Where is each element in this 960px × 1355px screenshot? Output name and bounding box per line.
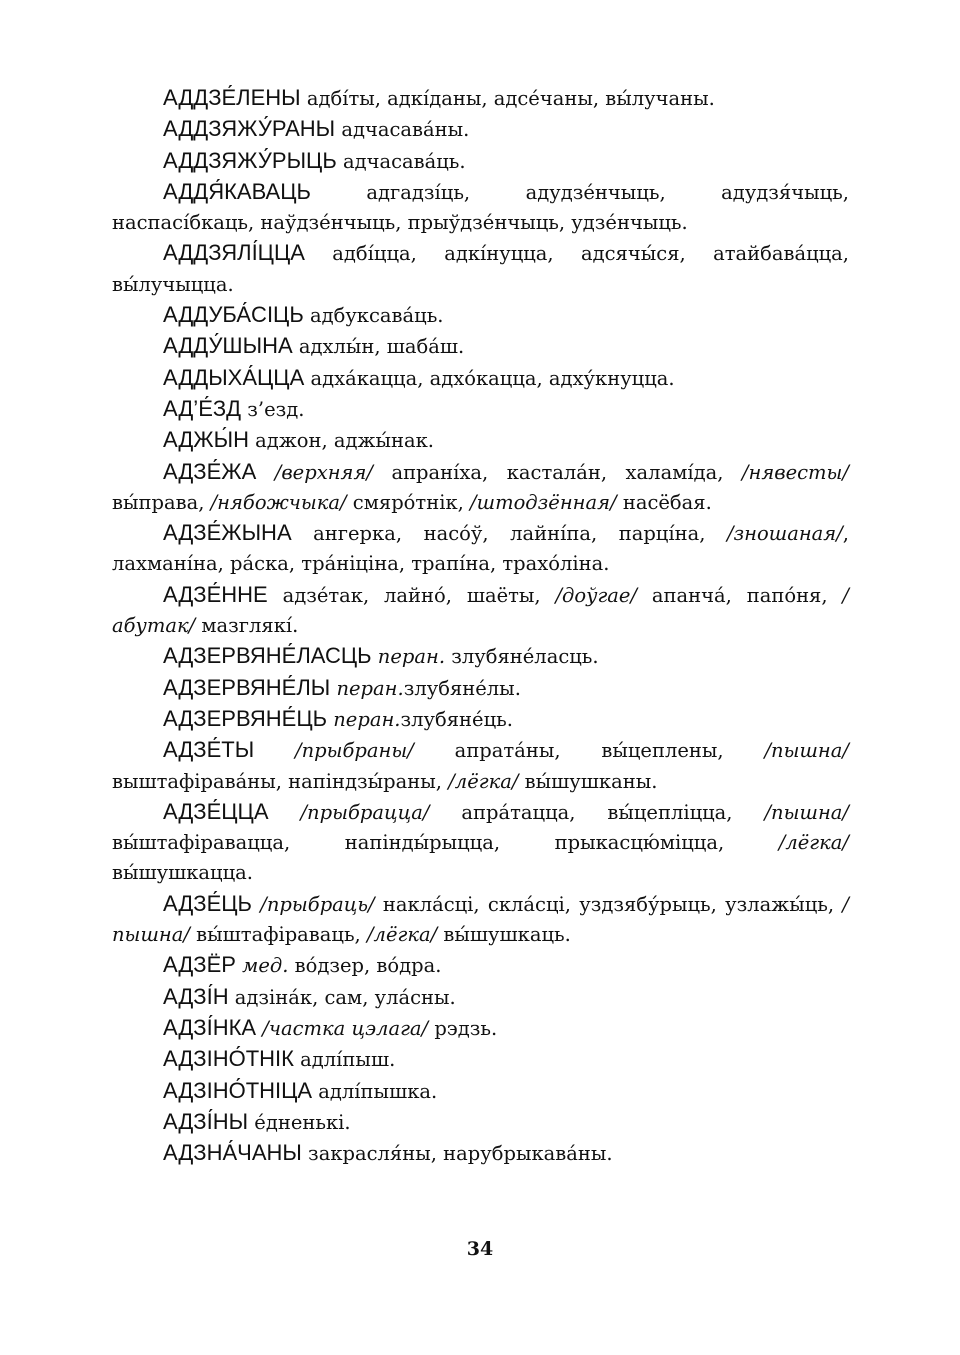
- dictionary-entry: [112, 146, 849, 177]
- usage-label: /доўгае/: [555, 583, 638, 607]
- dictionary-entry: [112, 950, 849, 981]
- synonyms: вы́штафіравацца, напінды́рыцца, прыкасцю́міцца,: [112, 831, 779, 855]
- synonyms: выштафірава́ны, напіндзы́раны,: [112, 769, 449, 793]
- dictionary-entry: [112, 114, 849, 145]
- headword: АДЗЕРВЯНЕ́ЦЬ: [163, 705, 328, 731]
- dictionary-entry: [112, 518, 849, 580]
- headword: АДЗЕ́ТЫ: [163, 737, 255, 763]
- headword: АДЗІ́Н: [163, 983, 229, 1009]
- synonyms: аджон, аджы́нак.: [248, 429, 434, 453]
- synonyms: е́дненькі.: [248, 1110, 351, 1134]
- headword: АДДУБА́СІЦЬ: [163, 302, 304, 328]
- headword: АД’Е́ЗД: [163, 395, 242, 421]
- dictionary-page: [112, 83, 849, 1169]
- synonyms: вы́права,: [112, 490, 211, 514]
- synonyms: адхлы́н, шаба́ш.: [292, 335, 465, 359]
- dictionary-entry: [112, 83, 849, 114]
- dictionary-entry: [112, 735, 849, 797]
- dictionary-entry: [112, 363, 849, 394]
- synonyms: смяро́тнік,: [346, 490, 471, 514]
- dictionary-entry: [112, 394, 849, 425]
- usage-label: перан.: [333, 707, 401, 731]
- dictionary-entry: [112, 673, 849, 704]
- synonyms: ангерка, насо́ў, лайні́па, парці́на,: [291, 522, 727, 546]
- dictionary-entry: [112, 1076, 849, 1107]
- synonyms: , лахмані́на, ра́ска, тра́ніціна, трапі́на, трахо́ліна.: [112, 522, 849, 576]
- synonyms: [256, 461, 275, 484]
- synonyms: апанча́, папо́ня,: [637, 583, 843, 607]
- headword: АДЖЫ́Н: [163, 427, 249, 453]
- headword: АДЗЕ́ЖЫНА: [163, 520, 292, 546]
- synonyms: адлі́пыш.: [293, 1048, 396, 1072]
- headword: АДЗІ́НКА: [163, 1014, 257, 1040]
- headword: АДЗЕРВЯНЕ́ЛАСЦЬ: [163, 643, 372, 669]
- dictionary-entry: [112, 457, 849, 519]
- synonyms: апрата́ны, вы́цеплены,: [413, 739, 765, 763]
- dictionary-entry: [112, 1138, 849, 1169]
- synonyms: насёбая.: [616, 490, 712, 514]
- synonyms: злубяне́ць.: [400, 707, 513, 731]
- usage-label: /лёгка/: [448, 769, 519, 793]
- synonyms: [269, 801, 301, 824]
- dictionary-entry: [112, 238, 849, 300]
- synonyms: адбуксава́ць.: [303, 304, 444, 328]
- headword: АДЗЕ́ЦЦА: [163, 798, 269, 824]
- dictionary-entry: [112, 641, 849, 672]
- usage-label: перан.: [336, 676, 404, 700]
- synonyms: адзе́так, лайно́, шаёты,: [267, 583, 556, 607]
- page-number: 34: [466, 1238, 494, 1260]
- synonyms: адбі́цца, адкі́нуцца, адсячы́ся, атайбава́цца, вы́лучыцца.: [112, 242, 849, 296]
- dictionary-entry: [112, 177, 849, 239]
- usage-label: /прыбраць/: [260, 892, 375, 916]
- headword: АДЗІНО́ТНІК: [163, 1046, 294, 1072]
- usage-label: /нябожчыка/: [210, 490, 347, 514]
- synonyms: вы́шушканы.: [518, 769, 658, 793]
- usage-label: /абутак/: [112, 583, 849, 638]
- synonyms: [254, 739, 295, 762]
- synonyms: адбі́ты, адкі́даны, адсе́чаны, вы́лучаны.: [300, 87, 715, 110]
- headword: АДДЗЕ́ЛЕНЫ: [163, 85, 301, 110]
- usage-label: /прыбрацца/: [300, 800, 430, 824]
- synonyms: апра́тацца, вы́цепліцца,: [429, 800, 765, 824]
- usage-label: /пышна/: [112, 892, 849, 947]
- synonyms: закрасля́ны, нарубрыкава́ны.: [301, 1142, 613, 1166]
- dictionary-entry: [112, 704, 849, 735]
- usage-label: /нявесты/: [741, 460, 850, 484]
- usage-label: /лёгка/: [366, 923, 438, 947]
- synonyms: адха́кацца, адхо́кацца, адху́кнуцца.: [304, 366, 675, 390]
- synonyms: вы́шушкаць.: [437, 923, 571, 947]
- headword: АДДЗЯЖУ́РЫЦЬ: [163, 147, 337, 173]
- usage-label: мед.: [242, 954, 289, 978]
- dictionary-entry: [112, 982, 849, 1013]
- headword: АДЗЕ́ННЕ: [163, 581, 268, 607]
- usage-label: /частка цэлага/: [262, 1016, 429, 1040]
- headword: АДДЫХА́ЦЦА: [163, 364, 305, 390]
- synonyms: апрані́ха, кастала́н, халамі́да,: [372, 460, 742, 484]
- dictionary-entry: [112, 797, 849, 889]
- usage-label: перан.: [377, 645, 446, 669]
- dictionary-entry: [112, 580, 849, 642]
- synonyms: во́дзер, во́дра.: [288, 954, 442, 978]
- dictionary-entry: [112, 1013, 849, 1044]
- usage-label: /лёгка/: [778, 831, 849, 855]
- headword: АДЗІ́НЫ: [163, 1108, 249, 1134]
- usage-label: /пышна/: [764, 800, 850, 824]
- headword: АДЗЕ́ЖА: [163, 458, 257, 484]
- synonyms: злубяне́ласць.: [445, 645, 599, 669]
- synonyms: рэдзь.: [428, 1016, 498, 1040]
- headword: АДЗІНО́ТНІЦА: [163, 1077, 313, 1103]
- headword: АДДЗЯЖУ́РАНЫ: [163, 116, 336, 142]
- synonyms: адзіна́к, сам, ула́сны.: [228, 985, 456, 1009]
- synonyms: з’езд.: [241, 397, 305, 421]
- headword: АДЗЁР: [163, 952, 236, 978]
- synonyms: вы́шушкацца.: [112, 861, 253, 885]
- headword: АДЗЕ́ЦЬ: [163, 890, 252, 916]
- dictionary-entry: [112, 1107, 849, 1138]
- headword: АДДЯ́КАВАЦЬ: [163, 178, 311, 204]
- usage-label: /верхняя/: [274, 460, 373, 484]
- usage-label: /зношаная/: [726, 522, 843, 546]
- dictionary-entry: [112, 1044, 849, 1075]
- headword: АДЗНА́ЧАНЫ: [163, 1140, 302, 1166]
- usage-label: /прыбраны/: [295, 739, 414, 763]
- synonyms: злубяне́лы.: [403, 676, 521, 700]
- synonyms: адчасава́ць.: [336, 149, 466, 173]
- usage-label: /пышна/: [764, 739, 849, 763]
- headword: АДДЗЯЛІ́ЦЦА: [163, 240, 305, 266]
- synonyms: адчасава́ны.: [335, 118, 470, 142]
- synonyms: вы́штафіраваць,: [189, 923, 367, 947]
- dictionary-entry: [112, 331, 849, 362]
- dictionary-entry: [112, 425, 849, 456]
- synonyms: адлі́пышка.: [312, 1079, 438, 1103]
- synonyms: адгадзі́ць, адудзе́нчыць, адудзя́чыць, наспасі́бкаць, наўдзе́нчыць, прыўдзе́нчыць, удзе́нчыць.: [112, 180, 849, 235]
- dictionary-entry: [112, 300, 849, 331]
- headword: АДДУ́ШЫНА: [163, 333, 293, 359]
- headword: АДЗЕРВЯНЕ́ЛЫ: [163, 674, 331, 700]
- synonyms: накла́сці, скла́сці, уздзябу́рыць, узлажы́ць,: [374, 892, 843, 916]
- usage-label: /штодзённая/: [470, 490, 617, 514]
- synonyms: мазглякі́.: [195, 614, 299, 638]
- dictionary-entry: [112, 889, 849, 951]
